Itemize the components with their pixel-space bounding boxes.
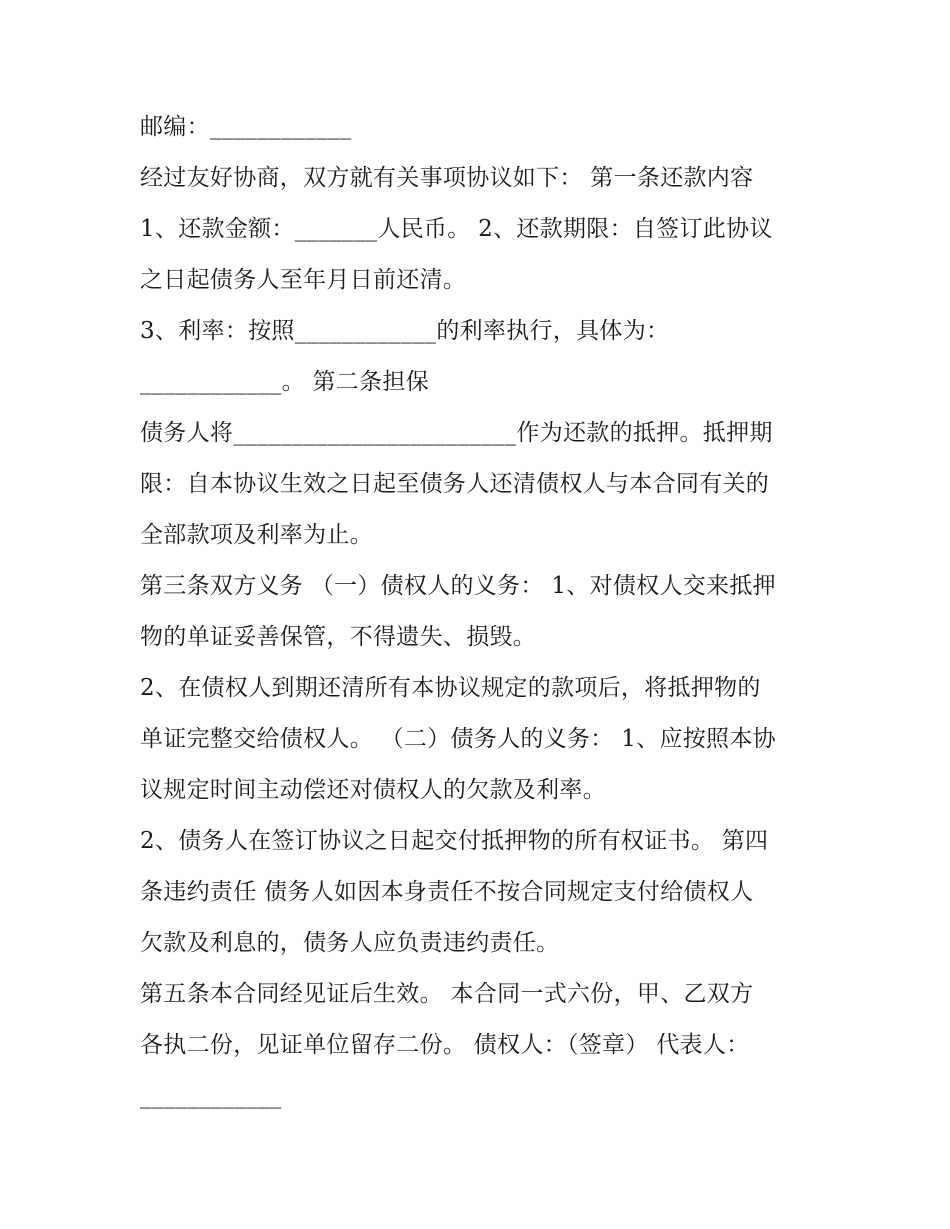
- collateral-line: 债务人将________________________作为还款的抵押。抵押期: [140, 420, 773, 446]
- document-body: [140, 102, 830, 1122]
- obligations-heading-line: 第三条双方义务 （一）债权人的义务： 1、对债权人交来抵押: [140, 573, 776, 599]
- creditor-obligation-1-line: 物的单证妥善保管，不得遗失、损毁。: [140, 624, 537, 650]
- guarantee-heading-line: ____________。 第二条担保: [140, 369, 430, 395]
- representative-blank-line: ____________: [140, 1083, 282, 1109]
- collateral-end-line: 全部款项及利率为止。: [140, 522, 373, 548]
- signature-line: 各执二份，见证单位留存二份。 债权人：（签章） 代表人：: [140, 1032, 750, 1058]
- effect-line: 第五条本合同经见证后生效。 本合同一式六份，甲、乙双方: [140, 981, 754, 1007]
- repayment-deadline-line: 之日起债务人至年月日前还清。: [140, 267, 467, 293]
- repayment-amount-line: 1、还款金额：_______人民币。 2、还款期限：自签订此协议: [140, 216, 773, 242]
- collateral-period-line: 限：自本协议生效之日起至债务人还清债权人与本合同有关的: [140, 471, 770, 497]
- interest-rate-line: 3、利率：按照____________的利率执行，具体为：: [140, 318, 670, 344]
- debtor-obligation-2-line: 2、债务人在签订协议之日起交付抵押物的所有权证书。 第四: [140, 828, 769, 854]
- intro-line: 经过友好协商，双方就有关事项协议如下： 第一条还款内容: [140, 165, 754, 191]
- liability-line: 条违约责任 债务人如因本身责任不按合同规定支付给债权人: [140, 879, 754, 905]
- debtor-obligation-heading-line: 单证完整交给债权人。 （二）债务人的义务： 1、应按照本协: [140, 726, 776, 752]
- debtor-obligation-1-line: 议规定时间主动偿还对债权人的欠款及利率。: [140, 777, 606, 803]
- liability-end-line: 欠款及利息的，债务人应负责违约责任。: [140, 930, 560, 956]
- postcode-line: 邮编：____________: [140, 114, 352, 140]
- creditor-obligation-2-line: 2、在债权人到期还清所有本协议规定的款项后，将抵押物的: [140, 675, 761, 701]
